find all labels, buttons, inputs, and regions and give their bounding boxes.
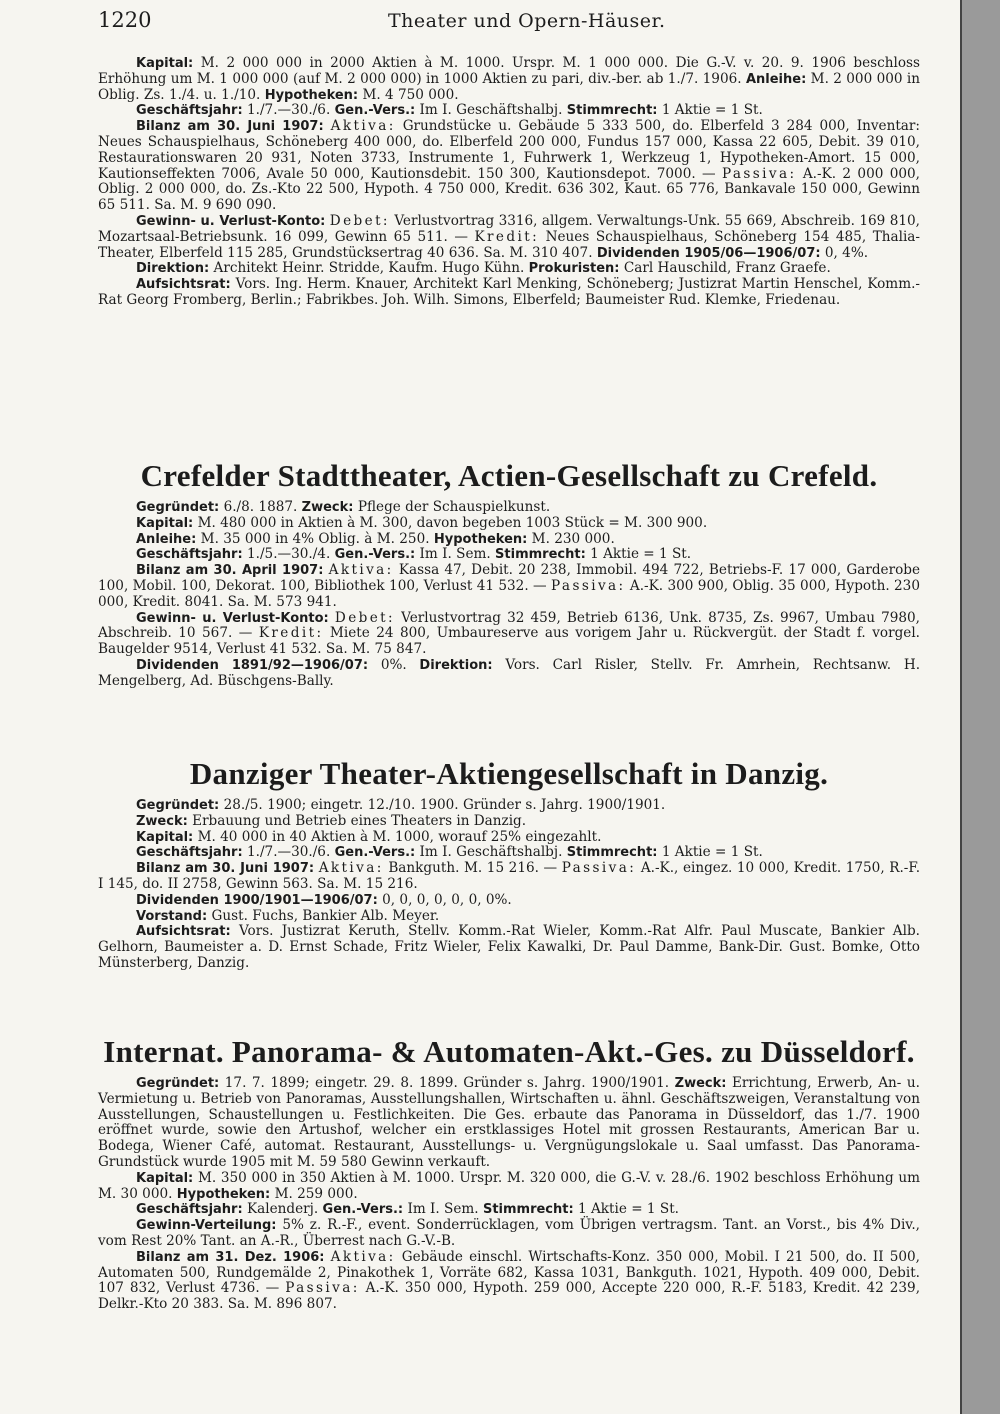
geschaeftsjahr-paragraph: Geschäftsjahr: 1./7.—30./6. Gen.-Vers.: Im I. Geschäftshalbj. Stimmrecht: 1 Aktie = 1 St.: [136, 102, 763, 119]
bilanz-paragraph: Bilanz am 31. Dez. 1906: Aktiva: Gebäude einschl. Wirtschafts-Konz. 350 000, Mobil. I 21 500, do. II 500, Automaten 500, Rundgemälde 2, Pinakothek 1, Vorräte 682, Kassa 1031, Bankguth. 1021, Hypoth. 409 000, Debit. 107 832, Verlust 4736. — Passiva: A.-K. 350 000, Hypoth. 259 000, Accepte 220 000, R.-F. 5183, Kredit. 42 239, Delkr.-Kto 20 383. Sa. M. 896 807.: [98, 1248, 921, 1313]
aufsichtsrat-paragraph: Aufsichtsrat: Vors. Ing. Herm. Knauer, Architekt Karl Menking, Schöneberg; Justizrat Martin Henschel, Komm.-Rat Georg Fromberg, Berlin.; Fabrikbes. Joh. Wilh. Simons, Elberfeld; Baumeister Rud. Klemke, Friedenau.: [98, 276, 921, 308]
vorstand-paragraph: Vorstand: Gust. Fuchs, Bankier Alb. Meyer.: [136, 907, 440, 924]
kapital-paragraph: Kapital: M. 350 000 in 350 Aktien à M. 1000. Urspr. M. 320 000, die G.-V. v. 28./6. 1902 beschloss Erhöhung um M. 30 000. Hypotheken: M. 259 000.: [98, 1169, 920, 1202]
kapital-paragraph: Kapital: M. 40 000 in 40 Aktien à M. 1000, worauf 25% eingezahlt.: [136, 828, 602, 845]
entry-danzig: [98, 798, 920, 972]
geschaeftsjahr-paragraph: Geschäftsjahr: 1./5.—30./4. Gen.-Vers.: Im I. Sem. Stimmrecht: 1 Aktie = 1 St.: [136, 546, 692, 563]
geschaeftsjahr-paragraph: Geschäftsjahr: Kalenderj. Gen.-Vers.: Im I. Sem. Stimmrecht: 1 Aktie = 1 St.: [136, 1201, 679, 1218]
company-title-crefeld: Crefelder Stadttheater, Actien-Gesellschaft zu Crefeld.: [140, 458, 878, 493]
dividenden-paragraph: Dividenden 1900/1901—1906/07: 0, 0, 0, 0, 0, 0, 0%.: [136, 891, 512, 908]
geschaeftsjahr-paragraph: Geschäftsjahr: 1./7.—30./6. Gen.-Vers.: Im I. Geschäftshalbj. Stimmrecht: 1 Aktie = 1 St.: [136, 844, 763, 861]
page-header: [98, 8, 918, 38]
gegruendet-paragraph: Gegründet: 28./5. 1900; eingetr. 12./10. 1900. Gründer s. Jahrg. 1900/1901.: [136, 797, 666, 813]
gewinn-verteilung-paragraph: Gewinn-Verteilung: 5% z. R.-F., event. Sonderrücklagen, vom Übrigen vertragsm. Tant. an Vorst., bis 4% Div., vom Rest 20% Tant. an A.-R., Überrest nach G.-V.-B.: [98, 1217, 920, 1249]
kapital-paragraph: Kapital: M. 2 000 000 in 2000 Aktien à M. 1000. Urspr. M. 1 000 000. Die G.-V. v. 20. 9. 1906 beschloss Erhöhung um M. 1 000 000 (auf M. 2 000 000) in 1000 Aktien zu pari, div.-ber. ab 1./7. 1906. Anleihe: M. 2 000 000 in Oblig. Zs. 1./4. u. 1./10. Hypotheken: M. 4 750 000.: [98, 55, 921, 103]
entry-crefeld: [98, 500, 920, 690]
aufsichtsrat-paragraph: Aufsichtsrat: Vors. Justizrat Keruth, Stellv. Komm.-Rat Wieler, Komm.-Rat Alfr. Paul Muscate, Bankier Alb. Gelhorn, Baumeister a. D. Ernst Schade, Fritz Wieler, Felix Kawalki, Dr. Paul Damme, Bank-Dir. Gust. Bomke, Otto Münsterberg, Danzig.: [98, 923, 920, 971]
bilanz-paragraph: Bilanz am 30. Juni 1907: Aktiva: Grundstücke u. Gebäude 5 333 500, do. Elberfeld 3 284 000, Inventar: Neues Schauspielhaus, Schöneberg 400 000, do. Elberfeld 200 000, Fundus 157 000, Kassa 22 605, Debit. 39 010, Restaurationswaren 20 931, Noten 3733, Instrumente 1, Fuhrwerk 1, Werkzeug 1, Hypotheken-Amort. 15 000, Kautionseffekten 7006, Avale 50 000, Kautionsdebit. 150 300, Kautionsdepot. 7000. — Passiva: A.-K. 2 000 000, Oblig. 2 000 000, do. Zs.-Kto 22 500, Hypoth. 4 750 000, Kredit. 636 302, Kaut. 65 776, Bankavale 150 000, Gewinn 65 511. Sa. M. 9 690 090.: [98, 118, 920, 214]
gegruendet-paragraph: Gegründet: 6./8. 1887. Zweck: Pflege der Schauspielkunst.: [136, 499, 551, 515]
zweck-paragraph: Zweck: Erbauung und Betrieb eines Theaters in Danzig.: [136, 812, 527, 829]
entry-continued: [98, 56, 920, 309]
bilanz-paragraph: Bilanz am 30. April 1907: Aktiva: Kassa 47, Debit. 20 238, Immobil. 494 722, Betriebs-F. 17 000, Garderobe 100, Mobil. 100, Dekorat. 100, Bibliothek 100, Verlust 41 532. — Passiva: A.-K. 300 900, Oblig. 35 000, Hypoth. 230 000, Kredit. 8041. Sa. M. 573 941.: [98, 562, 921, 610]
scan-margin-bar: [962, 0, 1000, 1414]
entry-duesseldorf: [98, 1076, 920, 1313]
company-title-duesseldorf: Internat. Panorama- & Automaten-Akt.-Ges. zu Düsseldorf.: [103, 1034, 915, 1069]
company-title-danzig: Danziger Theater-Aktiengesellschaft in Danzig.: [189, 756, 829, 791]
guv-paragraph: Gewinn- u. Verlust-Konto: Debet: Verlustvortrag 3316, allgem. Verwaltungs-Unk. 55 669, Abschreib. 169 810, Mozartsaal-Betriebsunk. 16 099, Gewinn 65 511. — Kredit: Neues Schauspielhaus, Schöneberg 154 485, Thalia-Theater, Elberfeld 115 285, Grundstücksertrag 40 636. Sa. M. 310 407. Dividenden 1905/06—1906/07: 0, 4%.: [98, 212, 921, 261]
page-number: 1220: [98, 8, 152, 32]
anleihe-paragraph: Anleihe: M. 35 000 in 4% Oblig. à M. 250. Hypotheken: M. 230 000.: [136, 530, 615, 547]
guv-paragraph: Gewinn- u. Verlust-Konto: Debet: Verlustvortrag 32 459, Betrieb 6136, Unk. 8735, Zs. 9967, Umbau 7980, Abschreib. 10 567. — Kredit: Miete 24 800, Umbaureserve aus vorigem Jahr u. Rückvergüt. der Stadt f. vorgel. Baugelder 9514, Verlust 41 532. Sa. M. 75 847.: [98, 609, 921, 658]
kapital-paragraph: Kapital: M. 480 000 in Aktien à M. 300, davon begeben 1003 Stück = M. 300 900.: [136, 514, 708, 531]
running-title: Theater und Opern-Häuser.: [388, 10, 666, 32]
direktion-paragraph: Direktion: Architekt Heinr. Stridde, Kaufm. Hugo Kühn. Prokuristen: Carl Hauschild, Franz Graefe.: [136, 260, 831, 277]
bilanz-paragraph: Bilanz am 30. Juni 1907: Aktiva: Bankguth. M. 15 216. — Passiva: A.-K., eingez. 10 000, Kredit. 1750, R.-F. I 145, do. II 2758, Gewinn 563. Sa. M. 15 216.: [98, 860, 921, 892]
gegruendet-paragraph: Gegründet: 17. 7. 1899; eingetr. 29. 8. 1899. Gründer s. Jahrg. 1900/1901. Zweck: Errichtung, Erwerb, An- u. Vermietung u. Betrieb von Panoramas, Ausstellungshallen, Wirtschaften u. ähnl. Geschäftszweigen, Veranstaltung von Ausstellungen, Schaustellungen u. Festlichkeiten. Die Ges. erbaute das Panorama in Düsseldorf, das 1./7. 1900 eröffnet wurde, sowie den Artushof, welcher ein erstklassiges Hotel mit grossen Restaurants, American Bar u. Bodega, Wiener Café, automat. Restaurant, Ausstellungs- u. Vergnügungslokale u. Saal umfasst. Das Panorama-Grundstück wurde 1905 mit M. 59 580 Gewinn verkauft.: [98, 1075, 920, 1170]
dividenden-paragraph: Dividenden 1891/92—1906/07: 0%. Direktion: Vors. Carl Risler, Stellv. Fr. Amrhein, Rechtsanw. H. Mengelberg, Ad. Büschgens-Bally.: [98, 656, 921, 689]
